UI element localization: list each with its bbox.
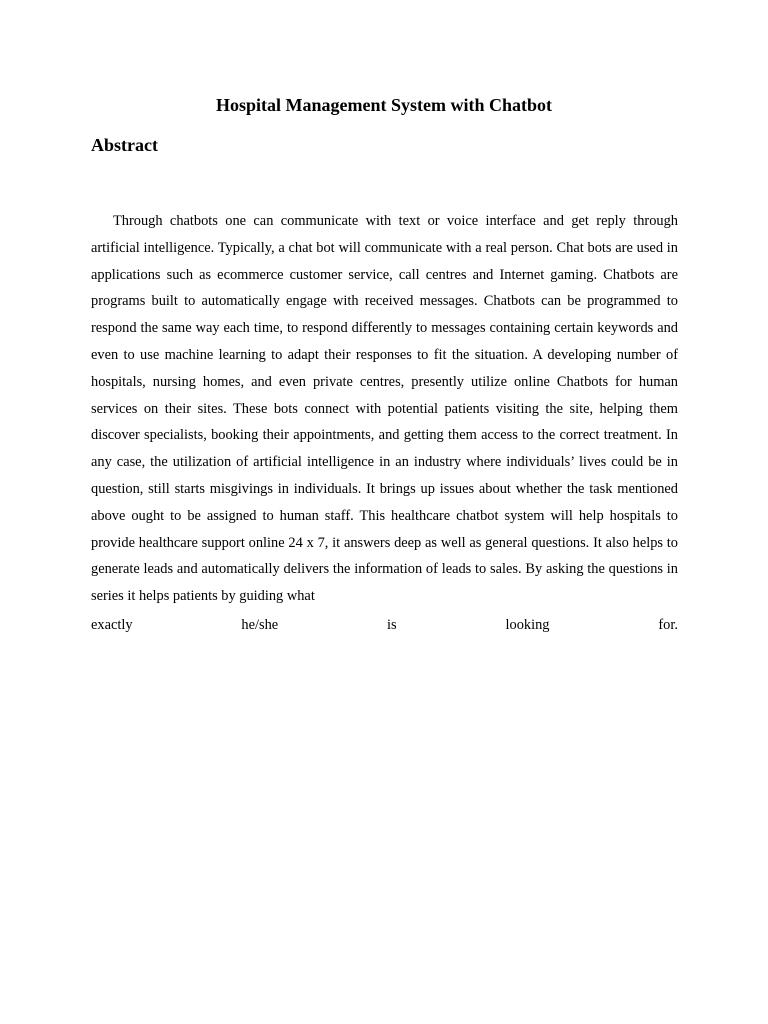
- last-line-word: he/she: [241, 617, 279, 633]
- last-line-word: for.: [658, 617, 678, 633]
- abstract-last-line: [91, 612, 678, 639]
- last-line-word: looking: [505, 617, 550, 633]
- abstract-paragraph: Through chatbots one can communicate with text or voice interface and get reply through artificial intelligence. Typically, a chat bot will communicate with a real person. Chat bots are used in applications such as ecommerce customer service, call centres and Internet gaming. Chatbots are programs built to automatically engage with received messages. Chatbots can be programmed to respond the same way each time, to respond differently to messages containing certain keywords and even to use machine learning to adapt their responses to fit the situation. A developing number of hospitals, nursing homes, and even private centres, presently utilize online Chatbots for human services on their sites. These bots connect with potential patients visiting the site, helping them discover specialists, booking their appointments, and getting them access to the correct treatment. In any case, the utilization of artificial intelligence in an industry where individuals’ lives could be in question, still starts misgivings in individuals. It brings up issues about whether the task mentioned above ought to be assigned to human staff. This healthcare chatbot system will help hospitals to provide healthcare support online 24 x 7, it answers deep as well as general questions. It also helps to generate leads and automatically delivers the information of leads to sales. By asking the questions in series it helps patients by guiding what: [91, 213, 678, 605]
- section-heading-abstract: Abstract: [91, 135, 158, 155]
- document-title: Hospital Management System with Chatbot: [216, 95, 552, 115]
- last-line-word: is: [387, 617, 397, 633]
- last-line-word: exactly: [91, 617, 133, 633]
